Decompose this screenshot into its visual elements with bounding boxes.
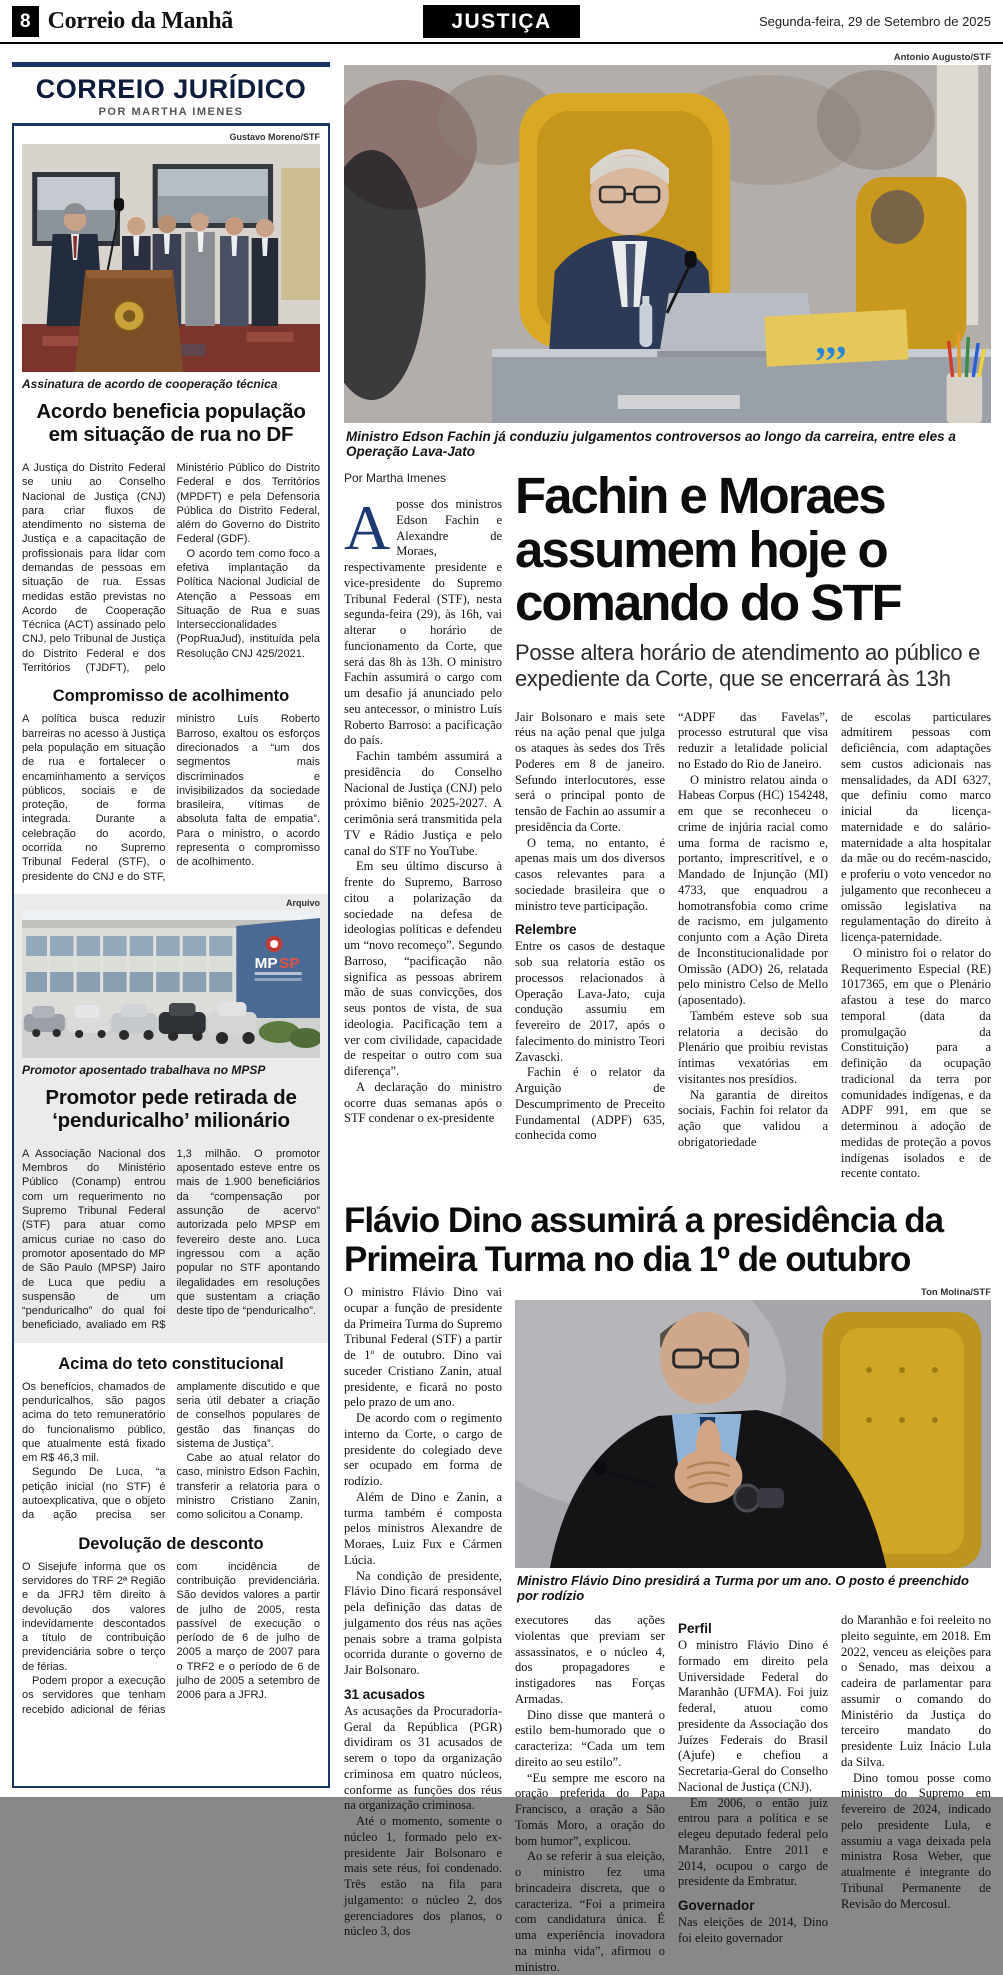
body-paragraph: A declaração do ministro ocorre duas semanas após o STF condenar o ex-presidente	[344, 1079, 502, 1126]
sidebar-article2-subhead2: Devolução de desconto	[78, 1534, 264, 1553]
photo-assinatura-acordo	[22, 144, 320, 372]
main-column	[344, 48, 991, 1975]
body-paragraph: Jair Bolsonaro e mais sete réus na ação penal que julga os ataques às sedes dos Três Poderes em 8 de janeiro. Sefundo interlocutores, esse será o principal ponto de tensão de Fachin ao assumir a presidência da Corte.	[515, 709, 665, 834]
sidebar-article2-subhead1: Acima do teto constitucional	[58, 1354, 284, 1373]
sidebar-box	[12, 123, 330, 1788]
drop-cap: A	[344, 492, 391, 563]
body-paragraph: De acordo com o regimento interno da Corte, o cargo de presidente do colegiado deve ser ocupado em forma de rodízio.	[344, 1411, 502, 1489]
sidebar-title: CORREIO JURÍDICO	[35, 74, 307, 104]
dino-article	[344, 1202, 991, 1975]
main-article-subhead: Posse altera horário de atendimento ao público e expediente da Corte, que se encerrará às 13h	[515, 639, 981, 691]
body-paragraph: O ministro Flávio Dino vai ocupar a função de presidente da Primeira Turma do Supremo Tribunal Federal (STF) a partir de 1º de outubro. Dino vai suceder Cristiano Zanin, atual presidente, e ficará no posto pelo prazo de um ano.	[344, 1285, 502, 1410]
body-paragraph: A Associação Nacional dos Membros do Ministério Público (Conamp) entrou com um requerimento no Supremo Tribunal Federal (STF) para atuar como amicus curiae no caso do promotor aposentado do MP de São Paulo (MPSP) Jairo de Luca que pediu a suspensão de um “penduricalho” do qual foi beneficiado, avaliado em R$ 1,3 milhão. O promotor aposentado esteve entre os mais de 1.900 beneficiários da “compensação por assunção de acervo” autorizada pelo MPSP em fevereiro deste ano. Luca ingressou com a ação popular no STF apontando ilegalidades em resoluções que sustentam a criação deste tipo de “penduricalho”.	[22, 1147, 320, 1332]
sidebar-article2-headline: Promotor pede retirada de ‘penduricalho’ milionário	[45, 1085, 297, 1132]
dino-article-headline: Flávio Dino assumirá a presidência da Primeira Turma no dia 1º de outubro	[344, 1201, 944, 1279]
page-content	[0, 44, 1003, 1975]
photo-caption: Assinatura de acordo de cooperação técnica	[22, 377, 278, 391]
dino-article-col1	[344, 1285, 502, 1975]
svg-text:MP: MP	[254, 955, 278, 972]
masthead-group	[12, 6, 423, 37]
sidebar-kicker: POR MARTHA IMENES	[98, 106, 244, 118]
main-article-right	[515, 469, 991, 1182]
sidebar-article1-headline: Acordo beneficia população em situação de rua no DF	[36, 400, 306, 446]
body-paragraph: O acordo tem como foco a efetiva implantação da Política Nacional Judicial de Atenção a Pessoas em Situação de Rua e suas Interseccionalidades (PopRuaJud), instituída pela Resolução CNJ 425/2021.	[176, 547, 320, 660]
masthead-logo: Correio da Manhã	[47, 7, 233, 34]
body-paragraph: A política busca reduzir barreiras no acesso à Justiça pela população em situação de rua e fortalecer o encaminhamento a serviços públicos, sociais e de proteção, de forma integrada. Durante a celebração do acordo, ocorrida no Supremo Tribunal Federal (STF), o presidente do CNJ e do STF, ministro Luís Roberto Barroso, exaltou os esforços direcionados a “um dos segmentos mais discriminados e invisibilizados da sociedade brasileira, vítimas de absoluta falta de empatia”. Para o ministro, o acordo representa o compromisso de acolhimento.	[22, 713, 320, 883]
photo-caption: Ministro Edson Fachin já conduziu julgamentos controversos ao longo da carreira, entre eles a Operação Lava-Jato	[346, 429, 956, 459]
body-paragraph: Também esteve sob sua relatoria a decisão do Plenário que proibiu revistas íntimas vexatórias em visitantes nos presídios.	[678, 1008, 828, 1086]
sidebar-article2-body2	[22, 1380, 320, 1523]
body-paragraph: Aposse dos ministros Edson Fachin e Alexandre de Moraes, respectivamente presidente e vice-presidente do Supremo Tribunal Federal (STF), nesta segunda-feira (29), às 16h, vai alterar o horário de funcionamento da Corte, que será das 8h às 13h. O ministro Fachin assumirá o cargo com um desafio já anunciado pelo seu antecessor, o ministro Luís Roberto Barroso: a pacificação do país.	[344, 492, 502, 748]
body-paragraph: de escolas particulares admitirem pessoas com deficiência, com adaptações sem custos adicionais nas mensalidades, da ADI 6327, que definiu como marco inicial da licença-maternidade e do salário-maternidade a alta hospitalar da mãe ou do recém-nascido, e proferiu o voto vencedor no julgamento que reconheceu a omissão legislativa na regulamentação do direito à licença-paternidade.	[841, 709, 991, 945]
body-paragraph: Podem propor a execução os servidores que tenham recebido adicional de férias com incidência de contribuição previdenciária. São devidos valores a partir de julho de 2005, resta passível de execução o período de 6 de julho de 2005 a março de 2007 para o TRF2 e o período de 6 de julho de 2005 a setembro de 2006 para a JFRJ.	[22, 1560, 320, 1716]
body-paragraph: Entre os casos de destaque sob sua relatoria estão os processos relacionados à Operação Lava-Jato, cuja condução assumiu em fevereiro de 2017, após o falecimento do ministro Teori Zavascki.	[515, 939, 665, 1064]
body-paragraph: O ministro Flávio Dino é formado em direito pela Universidade Federal do Maranhão (UFMA). Foi juiz federal, atuou como presidente da Associação dos Juízes Federais do Brasil (Ajufe) e chefiou a Secretaria-Geral do Conselho Nacional de Justiça (CNJ).	[678, 1638, 828, 1794]
body-paragraph: Em 2006, o então juiz entrou para a política e se elegeu deputado federal pelo Maranhão. Entre 2011 e 2014, ocupou o cargo de presidente da Embratur.	[678, 1795, 828, 1889]
body-paragraph: Na condição de presidente, Flávio Dino ficará responsável pela definição das datas de julgamento dos réus nas ações penais sobre a trama golpista ocorrida durante o governo de Jair Bolsonaro.	[344, 1568, 502, 1678]
body-paragraph: O Sisejufe informa que os servidores do TRF 2ª Região e da JFRJ têm direito à devolução dos valores indevidamente descontados a título de contribuição previdenciária sobre o terço de férias.	[22, 1560, 166, 1673]
body-paragraph: Dino tomou posse como ministro do Supremo em fevereiro de 2024, indicado pelo presidente Lula, e assumiu a vaga deixada pela ministra Rosa Weber, que atualmente é integrante do Tribunal Permanente de Revisão do Mercosul.	[841, 1770, 991, 1911]
body-paragraph: Nas eleições de 2014, Dino foi eleito governador	[678, 1915, 828, 1945]
dino-article-body	[344, 1285, 991, 1975]
body-paragraph: Em seu último discurso à frente do Supremo, Barroso citou a polarização da sociedade na defesa de ideologias políticas e defendeu um “novo recomeço”. Segundo Barroso, “pacificação não significa as pessoas abrirem mão de suas convicções, dos seus pontos de vista, de sua ideologia. Pacificação tem a ver com civilidade, capacidade de respeitar o outro com sua diferença”.	[344, 859, 502, 1078]
body-paragraph: Cabe ao atual relator do caso, ministro Edson Fachin, transferir a relatoria para o ministro Cristiano Zanin, como solicitou a Conamp.	[176, 1452, 320, 1522]
body-paragraph: Dino disse que manterá o estilo bem-humorado que o caracteriza: “Cada um tem direito ao seu estilo”.	[515, 1707, 665, 1769]
section-title: JUSTIÇA	[423, 5, 579, 38]
photo-caption: Ministro Flávio Dino presidirá a Turma por um ano. O posto é preenchido por rodízio	[517, 1573, 969, 1604]
main-article-headline: Fachin e Moraes assumem hoje o comando do STF	[515, 467, 901, 632]
photo-flavio-dino	[515, 1300, 991, 1568]
inline-subhead: Governador	[678, 1898, 755, 1914]
body-paragraph: “ADPF das Favelas”, processo estrutural que visa reduzir a letalidade policial no Estado do Rio de Janeiro.	[678, 709, 828, 771]
sidebar-gray-panel	[14, 894, 328, 1343]
main-article-col1-text	[344, 492, 502, 1127]
body-paragraph: Segundo De Luca, “a petição inicial (no STF) é autoexplicativa, que o objeto da ação precisa ser amplamente discutido e que seria útil debater a criação de conselhos populares de gestão das finanças do sistema de Justiça”.	[22, 1380, 320, 1522]
photo-fachin-stf	[344, 65, 991, 423]
dino-article-col2	[515, 1613, 665, 1975]
body-paragraph: Fachin também assumirá a presidência do Conselho Nacional de Justiça (CNJ) pelo próximo biênio 2025-2027. A cerimônia será transmitida pela TV e Rádio Justiça e pelo canal do STF no YouTube.	[344, 749, 502, 858]
sidebar-article2-body	[22, 1147, 320, 1333]
page-date: Segunda-feira, 29 de Setembro de 2025	[759, 13, 992, 29]
body-paragraph: executores das ações violentas que previam ser assassinatos, e o núcleo 4, dos propagadores e instigadores nas Forças Armadas.	[515, 1613, 665, 1706]
photo-credit: Arquivo	[285, 897, 320, 908]
body-paragraph: Fachin é o relator da Arguição de Descumprimento de Preceito Fundamental (ADPF) 635, conhecida como	[515, 1065, 665, 1143]
page-header	[0, 0, 1003, 44]
sidebar-article2-body3	[22, 1560, 320, 1717]
dino-article-columns	[515, 1613, 991, 1975]
inline-subhead: Perfil	[678, 1621, 712, 1637]
main-article-col2	[515, 710, 665, 1183]
photo-credit: Antonio Augusto/STF	[893, 52, 991, 63]
sidebar-top-rule	[12, 62, 330, 67]
photo-mpsp-building	[22, 910, 320, 1058]
body-paragraph: O ministro relatou ainda o Habeas Corpus (HC) 154248, em que se reconheceu o crime de injúria racial como uma forma de racismo e, portanto, imprescritível, e o Mandado de Injunção (MI) 4733, que enquadrou a homotransfobia como crime de racismo, em julgamento conjunto com a Ação Direta de Inconstitucionalidade por Omissão (ADO) 26, relatada pelo ministro Celso de Mello (aposentado).	[678, 772, 828, 1008]
sidebar-article1-body	[22, 461, 320, 675]
body-paragraph: Os benefícios, chamados de penduricalhos, são pagos acima do teto remuneratório do funcionalismo público, que atualmente está fixado em R$ 46,3 mil.	[22, 1380, 166, 1465]
inline-subhead: 31 acusados	[344, 1686, 426, 1702]
svg-text:,,,: ,,,	[813, 316, 848, 365]
main-article	[344, 469, 991, 1182]
body-paragraph: “Eu sempre me escoro na oração preferida do Papa Francisco, a oração a São Tomás Moro, a oração do bom humor”, explicou.	[515, 1770, 665, 1848]
main-article-col3	[678, 710, 828, 1183]
dino-article-col3	[678, 1613, 828, 1975]
main-article-columns	[515, 710, 991, 1183]
photo-credit: Gustavo Moreno/STF	[229, 132, 320, 142]
sidebar-article1-subhead: Compromisso de acolhimento	[52, 687, 290, 706]
body-paragraph: As acusações da Procuradoria-Geral da República (PGR) dividiram os 31 acusados de serem o topo da organização criminosa em quatro núcleos, conforme as funções dos réus na organização criminosa.	[344, 1703, 502, 1813]
body-paragraph: Além de Dino e Zanin, a turma também é composta pelos ministros Alexandre de Moraes, Luiz Fux e Cármen Lúcia.	[344, 1489, 502, 1567]
photo-caption: Promotor aposentado trabalhava no MPSP	[22, 1062, 266, 1077]
photo-credit: Ton Molina/STF	[920, 1287, 991, 1299]
body-paragraph: Na garantia de direitos sociais, Fachin foi relator da ação que validou a obrigatoriedade	[678, 1087, 828, 1149]
body-paragraph: A Justiça do Distrito Federal se uniu ao Conselho Nacional de Justiça (CNJ) para criar fluxos de atendimento no sistema de Justiça e a capacitação de profissionais para lidar com demandas de pessoas em situação de rua. Essas medidas estão previstas no Acordo de Cooperação Técnica (ACT) assinado pelo CNJ, pelo Tribunal de Justiça do Distrito Federal e dos Territórios (TJDFT), pelo Ministério Público do Distrito Federal e dos Territórios (MPDFT) e pela Defensoria Pública do Distrito Federal, além do Governo do Distrito Federal (GDF).	[22, 461, 320, 675]
svg-text:SP: SP	[279, 955, 300, 972]
main-article-col1	[344, 469, 502, 1182]
main-article-col4	[841, 710, 991, 1183]
body-paragraph: do Maranhão e foi reeleito no pleito seguinte, em 2018. Em 2022, venceu as eleições para o Senado, mas deixou a cadeira de parlamentar para assumir o comando do Ministério da Justiça do terceiro mandato do presidente Luiz Inácio Lula da Silva.	[841, 1613, 991, 1769]
body-paragraph: Ao se referir à sua eleição, o ministro fez uma brincadeira discreta, que o caracteriza. “Foi a primeira com candidatura única. É uma experiência inovadora na minha vida”, afirmou o ministro.	[515, 1849, 665, 1974]
sidebar-correio-juridico	[12, 48, 330, 1788]
page-number: 8	[12, 6, 39, 37]
body-paragraph: O tema, no entanto, é apenas mais um dos diversos casos relevantes para a sociedade brasileira que o ministro teve participação.	[515, 835, 665, 913]
body-paragraph: O ministro foi o relator do Requerimento Especial (RE) 1017365, em que o Plenário afastou a tese do marco temporal (data da promulgação da Constituição) para a definição da ocupação tradicional da terra por comunidades indígenas, e da ADPF 991, em que se determinou a adoção de medidas de proteção a povos indígenas isolados e de recente contato.	[841, 945, 991, 1181]
sidebar-article1-body2	[22, 712, 320, 884]
inline-subhead: Relembre	[515, 922, 577, 938]
body-paragraph: Até o momento, somente o núcleo 1, formado pelo ex-presidente Jair Bolsonaro e mais sete réus, foi condenado. Três estão na fila para julgamento: o núcleo 2, dos gerenciadores dos planos, o núcleo 3, dos	[344, 1814, 502, 1939]
dino-article-right	[515, 1285, 991, 1975]
dino-article-col4	[841, 1613, 991, 1975]
main-article-byline: Por Martha Imenes	[344, 471, 447, 485]
